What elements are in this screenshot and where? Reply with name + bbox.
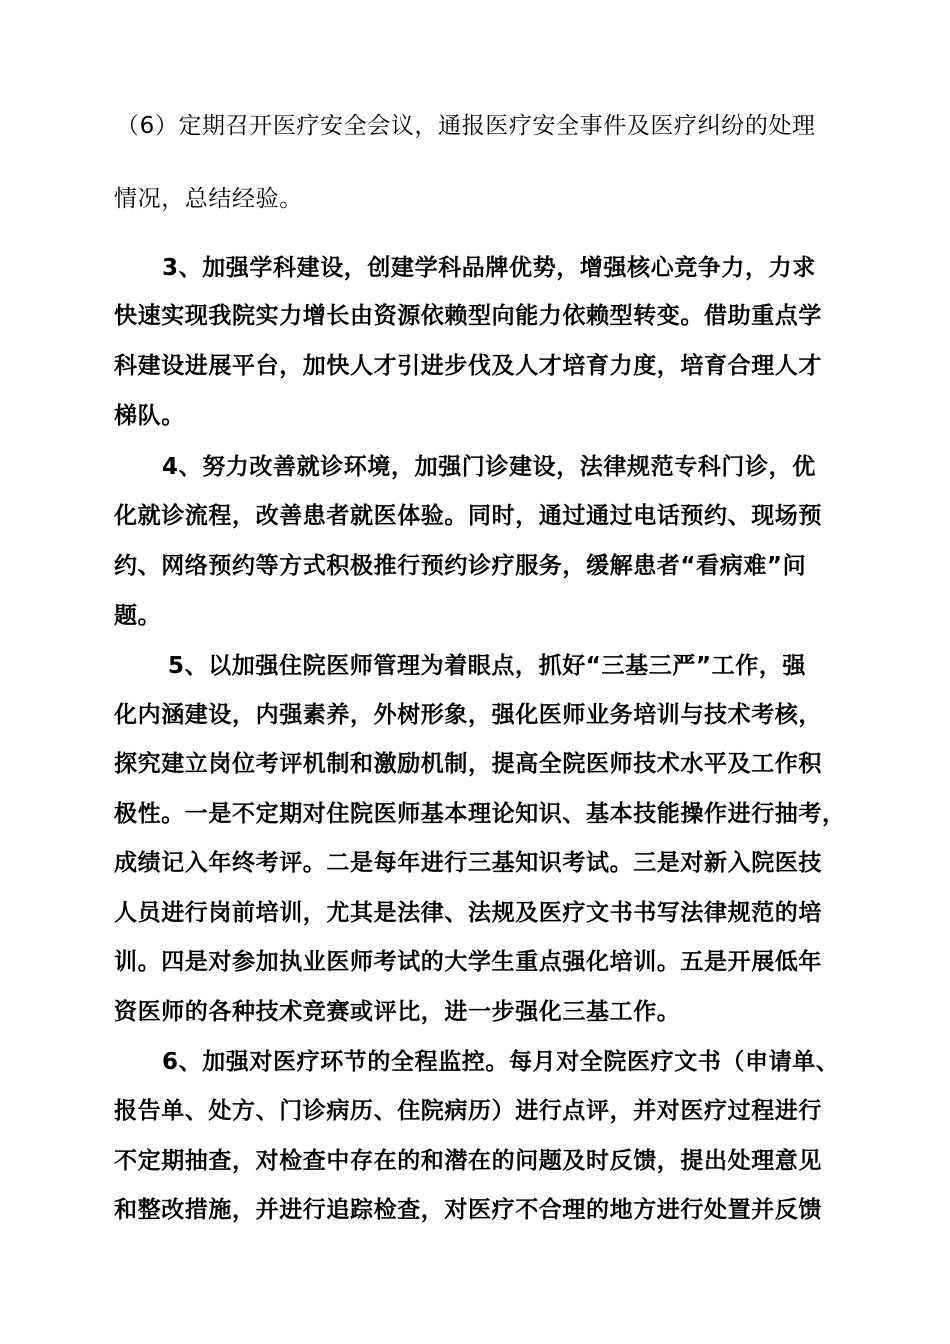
text-line-9: 约、网络预约等方式积极推行预约诊疗服务，缓解患者“看病难”问 xyxy=(114,553,807,579)
text-line-2: 情况，总结经验。 xyxy=(114,186,303,212)
text-line-6: 梯队。 xyxy=(114,403,185,429)
text-line-13: 探究建立岗位考评机制和激励机制，提高全院医师技术水平及工作积 xyxy=(114,751,822,777)
text-line-18: 资医师的各种技术竞赛或评比，进一步强化三基工作。 xyxy=(114,999,681,1025)
text-line-20: 报告单、处方、门诊病历、住院病历）进行点评，并对医疗过程进行 xyxy=(114,1098,822,1124)
text-line-8: 化就诊流程，改善患者就医体验。同时，通过通过电话预约、现场预 xyxy=(114,503,822,529)
text-line-17: 训。四是对参加执业医师考试的大学生重点强化培训。五是开展低年 xyxy=(114,949,822,975)
text-line-16: 人员进行岗前培训，尤其是法律、法规及医疗文书书写法律规范的培 xyxy=(114,900,822,926)
text-line-12: 化内涵建设，内强素养，外树形象，强化医师业务培训与技术考核， xyxy=(114,702,822,728)
text-line-22: 和整改措施，并进行追踪检查，对医疗不合理的地方进行处置并反馈 xyxy=(114,1197,822,1223)
text-line-3: 3、加强学科建设，创建学科品牌优势，增强核心竞争力，力求 xyxy=(162,255,816,281)
text-line-5: 科建设进展平台，加快人才引进步伐及人才培育力度，培育合理人才 xyxy=(114,353,822,379)
text-line-19: 6、加强对医疗环节的全程监控。每月对全院医疗文书（申请单、 xyxy=(162,1049,840,1075)
text-line-21: 不定期抽查，对检查中存在的和潜在的问题及时反馈，提出处理意见 xyxy=(114,1148,822,1174)
text-line-1: （6）定期召开医疗安全会议，通报医疗安全事件及医疗纠纷的处理 xyxy=(116,113,816,139)
text-line-7: 4、努力改善就诊环境，加强门诊建设，法律规范专科门诊，优 xyxy=(162,454,816,480)
text-line-4: 快速实现我院实力增长由资源依赖型向能力依赖型转变。借助重点学 xyxy=(114,303,822,329)
text-line-15: 成绩记入年终考评。二是每年进行三基知识考试。三是对新入院医技 xyxy=(114,850,822,876)
text-line-14: 极性。一是不定期对住院医师基本理论知识、基本技能操作进行抽考， xyxy=(114,801,846,827)
text-line-10: 题。 xyxy=(114,603,162,629)
text-line-11: 5、以加强住院医师管理为着眼点，抓好“三基三严”工作，强 xyxy=(168,653,807,679)
